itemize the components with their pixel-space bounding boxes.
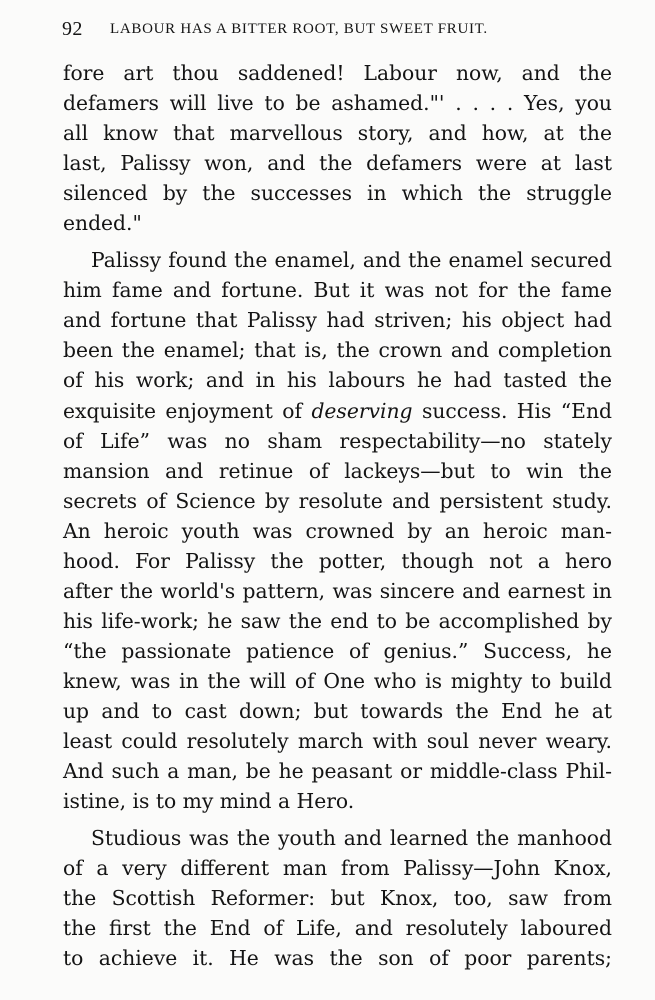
text-line: silenced by the successes in which the struggle [63,181,612,206]
text-line: all know that marvellous story, and how, at the [63,121,612,146]
text-line: Palissy found the enamel, and the enamel secured [91,248,612,273]
text-line: and fortune that Palissy had striven; his object had [63,308,612,333]
text-fragment: success. His “End [412,398,613,423]
text-line: of Life” was no sham respectability—no stately [63,428,612,453]
text-line-with-emphasis [63,396,612,426]
text-line: the Scottish Reformer: but Knox, too, saw from [63,886,612,911]
text-line: the first the End of Life, and resolutely laboured [63,916,612,941]
text-line: ended." [63,211,142,236]
text-line: up and to cast down; but towards the End he at [63,698,612,723]
page-header [62,18,622,48]
text-line: secrets of Science by resolute and persistent study. [63,488,612,513]
emphasized-word: deserving [311,398,413,423]
text-line: “the passionate patience of genius.” Success, he [63,638,612,663]
text-line: of his work; and in his labours he had tasted the [63,368,612,393]
text-line: of a very different man from Palissy—John Knox, [63,856,612,881]
text-line: his life-work; he saw the end to be accomplished by [63,608,612,633]
text-line: knew, was in the will of One who is mighty to build [63,668,612,693]
text-line: Studious was the youth and learned the manhood [91,826,612,851]
text-line: been the enamel; that is, the crown and completion [63,338,612,363]
text-line: An heroic youth was crowned by an heroic man- [63,518,612,543]
text-line: him fame and fortune. But it was not for the fame [63,278,612,303]
text-line: fore art thou saddened! Labour now, and the [63,61,612,85]
page-number: 92 [62,18,83,40]
text-line: istine, is to my mind a Hero. [63,789,355,814]
body-text [63,58,612,973]
text-line: least could resolutely march with soul never weary. [63,729,612,754]
running-title: LABOUR HAS A BITTER ROOT, BUT SWEET FRUIT. [110,21,488,37]
text-line: defamers will live to be ashamed."' . . . . Yes, you [63,91,612,116]
text-line: to achieve it. He was the son of poor parents; [63,946,612,971]
text-fragment: exquisite enjoyment of [63,398,312,423]
text-line: mansion and retinue of lackeys—but to win the [63,458,612,483]
text-line: last, Palissy won, and the defamers were at last [63,151,612,176]
text-line: And such a man, be he peasant or middle-class Phil- [63,759,612,784]
text-line: after the world's pattern, was sincere and earnest in [63,578,612,603]
text-line: hood. For Palissy the potter, though not a hero [63,548,612,573]
